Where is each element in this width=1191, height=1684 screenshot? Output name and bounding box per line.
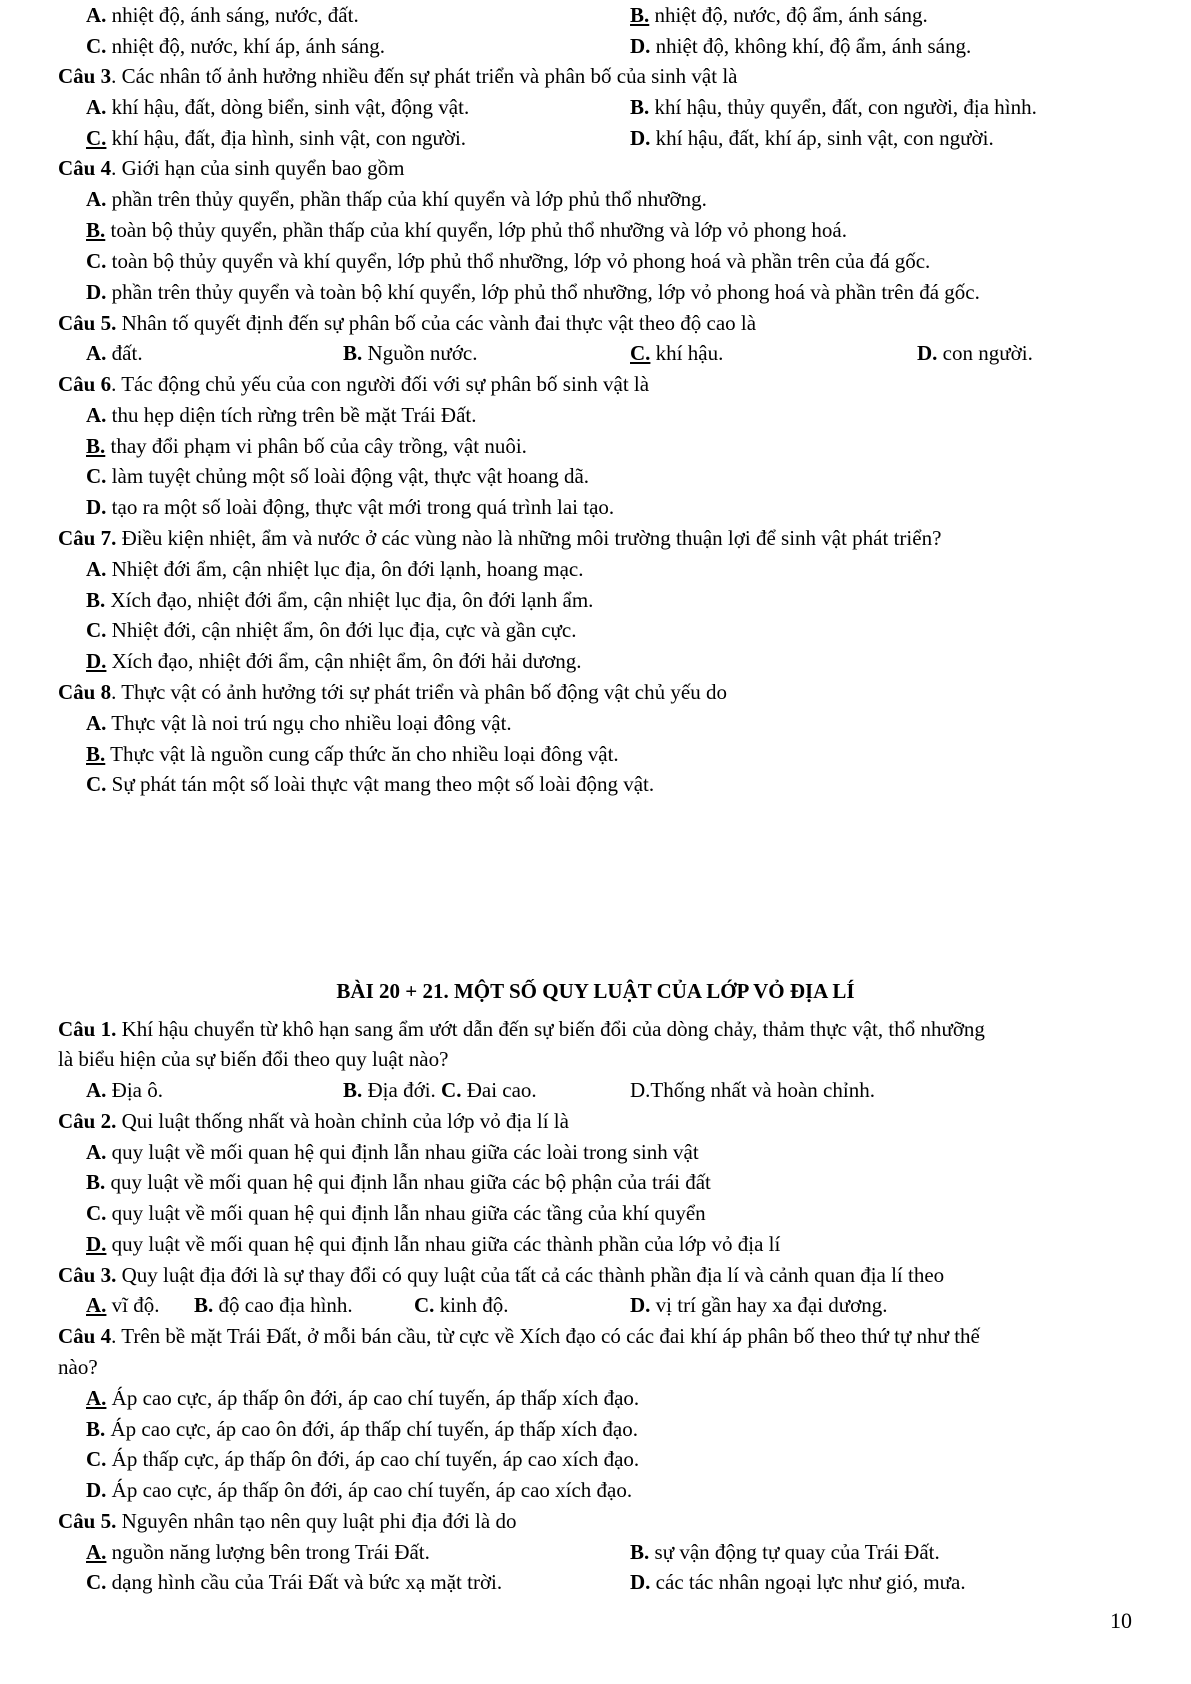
s2-q5-opt-d: D. các tác nhân ngoại lực như gió, mưa. (630, 1570, 966, 1594)
s1-q5-opt-b: B. Nguồn nước. (343, 341, 478, 365)
s2-q1-opt-bc: B. Địa đới. C. Đai cao. (343, 1078, 537, 1102)
s2-q4-opt-a: A. Áp cao cực, áp thấp ôn đới, áp cao chí tuyến, áp thấp xích đạo. (86, 1386, 640, 1410)
s1-q4-opt-a: A. phần trên thủy quyển, phần thấp của khí quyển và lớp phủ thổ nhưỡng. (86, 187, 707, 211)
s1-q8-question: Câu 8. Thực vật có ảnh hưởng tới sự phát triển và phân bố động vật chủ yếu do (58, 680, 727, 704)
s1-q3-opt-d: D. khí hậu, đất, khí áp, sinh vật, con người. (630, 126, 994, 150)
s1-q2-opt-d: D. nhiệt độ, không khí, độ ẩm, ánh sáng. (630, 34, 972, 58)
s2-q2-opt-a: A. quy luật về mối quan hệ qui định lẫn nhau giữa các loài trong sinh vật (86, 1140, 699, 1164)
s1-q7-opt-d: D. Xích đạo, nhiệt đới ẩm, cận nhiệt ẩm, ôn đới hải dương. (86, 649, 582, 673)
s1-q5-opt-d: D. con người. (917, 341, 1033, 365)
s1-q5-opt-c: C. khí hậu. (630, 341, 724, 365)
s1-q4-opt-b: B. toàn bộ thủy quyển, phần thấp của khí quyển, lớp phủ thổ nhưỡng và lớp vỏ phong hoá. (86, 218, 847, 242)
s1-q7-opt-b: B. Xích đạo, nhiệt đới ẩm, cận nhiệt lục địa, ôn đới lạnh ẩm. (86, 588, 594, 612)
s2-q5-opt-b: B. sự vận động tự quay của Trái Đất. (630, 1540, 940, 1564)
s1-q5-opt-a: A. đất. (86, 341, 143, 365)
s1-q3-opt-a: A. khí hậu, đất, dòng biển, sinh vật, động vật. (86, 95, 470, 119)
s2-q4-question-line2: nào? (58, 1355, 98, 1379)
s1-q8-opt-c: C. Sự phát tán một số loài thực vật mang theo một số loài động vật. (86, 772, 655, 796)
s2-q3-question: Câu 3. Quy luật địa đới là sự thay đổi có quy luật của tất cả các thành phần địa lí và cảnh quan địa lí theo (58, 1263, 945, 1287)
s1-q3-opt-c: C. khí hậu, đất, địa hình, sinh vật, con người. (86, 126, 467, 150)
s1-q7-question: Câu 7. Điều kiện nhiệt, ẩm và nước ở các vùng nào là những môi trường thuận lợi để sinh vật phát triển? (58, 526, 942, 550)
s1-q2-opt-a: A. nhiệt độ, ánh sáng, nước, đất. (86, 3, 359, 27)
s1-q3-question: Câu 3. Các nhân tố ảnh hưởng nhiều đến sự phát triển và phân bố của sinh vật là (58, 64, 738, 88)
s2-q5-opt-a: A. nguồn năng lượng bên trong Trái Đất. (86, 1540, 430, 1564)
s2-q2-opt-c: C. quy luật về mối quan hệ qui định lẫn nhau giữa các tầng của khí quyển (86, 1201, 706, 1225)
s1-q2-opt-b: B. nhiệt độ, nước, độ ẩm, ánh sáng. (630, 3, 928, 27)
s2-q2-question: Câu 2. Qui luật thống nhất và hoàn chỉnh của lớp vỏ địa lí là (58, 1109, 569, 1133)
s1-q6-opt-b: B. thay đổi phạm vi phân bố của cây trồng, vật nuôi. (86, 434, 527, 458)
s1-q4-opt-c: C. toàn bộ thủy quyển và khí quyển, lớp phủ thổ nhưỡng, lớp vỏ phong hoá và phần trên của đá gốc. (86, 249, 931, 273)
s2-q1-opt-d: D.Thống nhất và hoàn chỉnh. (630, 1078, 875, 1102)
page-number: 10 (1110, 1608, 1132, 1633)
s1-q6-opt-a: A. thu hẹp diện tích rừng trên bề mặt Trái Đất. (86, 403, 477, 427)
s2-q3-opt-c: C. kinh độ. (414, 1293, 509, 1317)
s1-q2-opt-c: C. nhiệt độ, nước, khí áp, ánh sáng. (86, 34, 385, 58)
s2-q3-opt-b: B. độ cao địa hình. (194, 1293, 353, 1317)
s2-q1-question-line2: là biểu hiện của sự biến đổi theo quy luật nào? (58, 1047, 449, 1071)
s2-q4-question-line1: Câu 4. Trên bề mặt Trái Đất, ở mỗi bán cầu, từ cực về Xích đạo có các đai khí áp phân bố theo thứ tự như thế (58, 1324, 980, 1348)
s2-q4-opt-d: D. Áp cao cực, áp thấp ôn đới, áp cao chí tuyến, áp cao xích đạo. (86, 1478, 633, 1502)
s2-q5-opt-c: C. dạng hình cầu của Trái Đất và bức xạ mặt trời. (86, 1570, 503, 1594)
s2-q2-opt-b: B. quy luật về mối quan hệ qui định lẫn nhau giữa các bộ phận của trái đất (86, 1170, 711, 1194)
section-title: BÀI 20 + 21. MỘT SỐ QUY LUẬT CỦA LỚP VỎ ĐỊA LÍ (336, 979, 855, 1003)
s2-q3-opt-d: D. vị trí gần hay xa đại dương. (630, 1293, 888, 1317)
s1-q6-opt-d: D. tạo ra một số loài động, thực vật mới trong quá trình lai tạo. (86, 495, 615, 519)
s1-q4-opt-d: D. phần trên thủy quyển và toàn bộ khí quyển, lớp phủ thổ nhưỡng, lớp vỏ phong hoá và phần trên đá gốc. (86, 280, 980, 304)
s1-q6-opt-c: C. làm tuyệt chủng một số loài động vật, thực vật hoang dã. (86, 464, 590, 488)
s2-q3-opt-a: A. vĩ độ. (86, 1293, 160, 1317)
s1-q6-question: Câu 6. Tác động chủ yếu của con người đối với sự phân bố sinh vật là (58, 372, 650, 396)
s1-q8-opt-a: A. Thực vật là noi trú ngụ cho nhiều loại đông vật. (86, 711, 512, 735)
s2-q4-opt-c: C. Áp thấp cực, áp thấp ôn đới, áp cao chí tuyến, áp cao xích đạo. (86, 1447, 640, 1471)
s1-q7-opt-a: A. Nhiệt đới ẩm, cận nhiệt lục địa, ôn đới lạnh, hoang mạc. (86, 557, 584, 581)
s1-q4-question: Câu 4. Giới hạn của sinh quyển bao gồm (58, 156, 405, 180)
s1-q3-opt-b: B. khí hậu, thủy quyển, đất, con người, địa hình. (630, 95, 1037, 119)
s1-q7-opt-c: C. Nhiệt đới, cận nhiệt ẩm, ôn đới lục địa, cực và gần cực. (86, 618, 577, 642)
s2-q1-question-line1: Câu 1. Khí hậu chuyển từ khô hạn sang ẩm ướt dẫn đến sự biến đổi của dòng chảy, thảm thực vật, thổ nhưỡng (58, 1017, 985, 1041)
s1-q8-opt-b: B. Thực vật là nguồn cung cấp thức ăn cho nhiều loại đông vật. (86, 742, 619, 766)
s2-q5-question: Câu 5. Nguyên nhân tạo nên quy luật phi địa đới là do (58, 1509, 517, 1533)
s2-q4-opt-b: B. Áp cao cực, áp cao ôn đới, áp thấp chí tuyến, áp thấp xích đạo. (86, 1417, 638, 1441)
s1-q5-question: Câu 5. Nhân tố quyết định đến sự phân bố của các vành đai thực vật theo độ cao là (58, 311, 757, 335)
s2-q1-opt-a: A. Địa ô. (86, 1078, 163, 1102)
s2-q2-opt-d: D. quy luật về mối quan hệ qui định lẫn nhau giữa các thành phần của lớp vỏ địa lí (86, 1232, 781, 1256)
